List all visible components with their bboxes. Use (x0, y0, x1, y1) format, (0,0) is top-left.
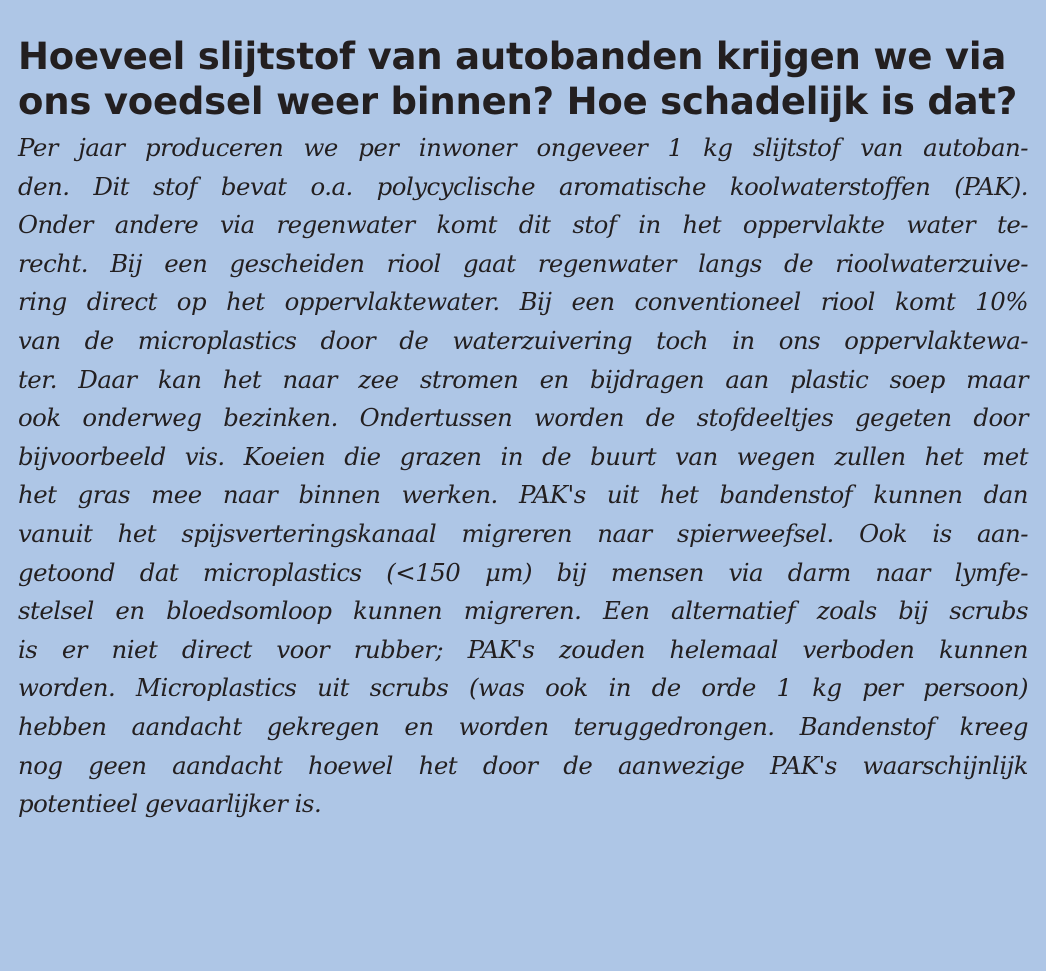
body-line: getoond dat microplastics (<150 μm) bij mensen via darm naar lymfe- (18, 557, 1028, 587)
body-line: bijvoorbeeld vis. Koeien die grazen in de buurt van wegen zullen het met (18, 441, 1028, 471)
body-line: den. Dit stof bevat o.a. polycyclische aromatische koolwaterstoffen (PAK). (18, 171, 1028, 201)
body-line: van de microplastics door de waterzuivering toch in ons oppervlaktewa- (18, 325, 1028, 355)
body-line: hebben aandacht gekregen en worden teruggedrongen. Bandenstof kreeg (18, 711, 1028, 741)
body-line: is er niet direct voor rubber; PAK's zouden helemaal verboden kunnen (18, 634, 1028, 664)
body-line: stelsel en bloedsomloop kunnen migreren. Een alternatief zoals bij scrubs (18, 596, 1028, 626)
body-line: vanuit het spijsverteringskanaal migreren naar spierweefsel. Ook is aan- (18, 518, 1028, 548)
article-title-line: Hoeveel slijtstof van autobanden krijgen we via (18, 35, 1007, 78)
body-line: ring direct op het oppervlaktewater. Bij een conventioneel riool komt 10% (18, 287, 1028, 317)
body-line: recht. Bij een gescheiden riool gaat regenwater langs de rioolwaterzuive- (18, 248, 1028, 278)
body-line: worden. Microplastics uit scrubs (was ook in de orde 1 kg per persoon) (18, 673, 1028, 703)
body-line: het gras mee naar binnen werken. PAK's uit het bandenstof kunnen dan (18, 480, 1028, 510)
article-title-line: ons voedsel weer binnen? Hoe schadelijk is dat? (18, 80, 1018, 123)
body-line: ter. Daar kan het naar zee stromen en bijdragen aan plastic soep maar (18, 364, 1028, 394)
article-title (18, 34, 1028, 124)
body-line: Per jaar produceren we per inwoner ongeveer 1 kg slijtstof van autoban- (18, 133, 1028, 162)
body-line: ook onderweg bezinken. Ondertussen worden de stofdeeltjes gegeten door (18, 403, 1028, 433)
body-line: Onder andere via regenwater komt dit stof in het oppervlakte water te- (18, 210, 1028, 240)
body-line: nog geen aandacht hoewel het door de aanwezige PAK's waarschijnlijk (18, 750, 1028, 780)
body-line: potentieel gevaarlijker is. (18, 789, 322, 819)
article-body (18, 129, 1028, 824)
